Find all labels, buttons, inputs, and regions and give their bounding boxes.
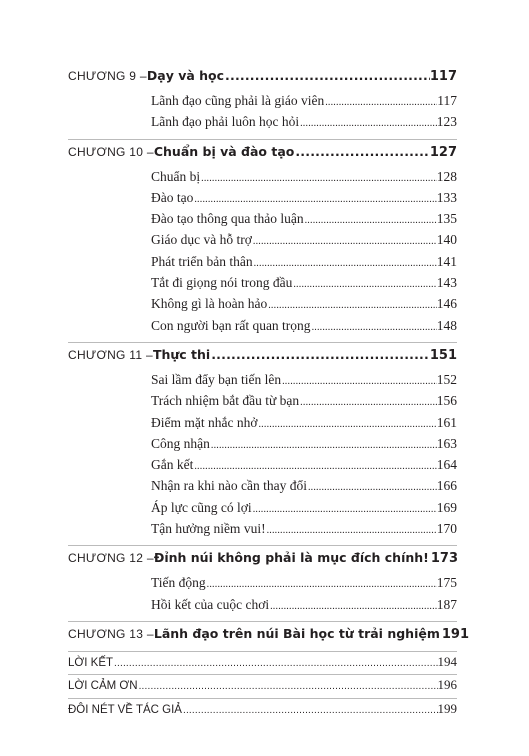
page-number: 141 xyxy=(436,253,457,269)
chapter-heading[interactable] xyxy=(68,545,457,575)
entry-title: Công nhận xyxy=(151,435,210,451)
entry-title: Giáo dục và hỗ trợ xyxy=(151,232,252,248)
entry-title: Chuẩn bị xyxy=(151,168,201,184)
entry-title: Phát triển bản thân xyxy=(151,253,253,269)
dot-leader xyxy=(281,376,437,387)
page-number: 191 xyxy=(441,626,469,642)
toc-entry[interactable] xyxy=(68,393,457,414)
page-number: 169 xyxy=(436,499,457,515)
chapter-number: CHƯƠNG 12 – xyxy=(68,551,154,566)
chapter-number: CHƯƠNG 13 – xyxy=(68,626,154,641)
page-number: 152 xyxy=(436,371,457,387)
page-number: 128 xyxy=(436,168,457,184)
entry-title: Nhận ra khi nào cần thay đổi xyxy=(151,478,307,494)
toc-entry[interactable] xyxy=(68,457,457,478)
entry-title: Sai lầm đẩy bạn tiến lên xyxy=(151,371,282,387)
page-number: 117 xyxy=(437,93,457,108)
toc-entry[interactable] xyxy=(68,318,457,339)
dot-leader xyxy=(266,525,437,536)
end-matter-entry[interactable] xyxy=(68,698,457,722)
page-number: 151 xyxy=(429,347,457,363)
dot-leader xyxy=(324,97,437,108)
chapter-title: Đỉnh núi không phải là mục đích chính! xyxy=(153,550,429,566)
entry-title: Gắn kết xyxy=(151,457,194,473)
toc-entry[interactable] xyxy=(68,232,457,253)
entry-title: Tận hưởng niềm vui! xyxy=(151,521,266,537)
toc-entry[interactable] xyxy=(68,597,457,618)
toc-entry[interactable] xyxy=(68,436,457,457)
dot-leader xyxy=(299,118,437,129)
entry-title: Hồi kết của cuộc chơi xyxy=(151,596,270,612)
chapter-title: Dạy và học xyxy=(146,68,225,83)
page-number: 175 xyxy=(436,575,457,591)
toc-entry[interactable] xyxy=(68,190,457,211)
page-number: 194 xyxy=(437,653,457,669)
toc-entry[interactable] xyxy=(68,296,457,317)
page-number: 123 xyxy=(436,114,457,130)
chapter-title: Lãnh đạo trên núi Bài học từ trải nghiệm xyxy=(153,625,440,641)
toc-entry[interactable] xyxy=(68,478,457,499)
toc-entry[interactable] xyxy=(68,575,457,596)
toc-entry[interactable] xyxy=(68,169,457,190)
toc-entry[interactable] xyxy=(68,114,457,135)
chapter-title: Chuẩn bị và đào tạo xyxy=(153,143,295,159)
toc-entry[interactable] xyxy=(68,211,457,232)
toc-entry[interactable] xyxy=(68,93,457,114)
end-matter-entry[interactable] xyxy=(68,651,457,675)
page-number: 127 xyxy=(429,144,457,160)
chapter-number: CHƯƠNG 10 – xyxy=(68,144,154,159)
chapter-heading[interactable] xyxy=(68,68,457,93)
page-number: 196 xyxy=(437,677,457,693)
page-number: 164 xyxy=(436,457,457,473)
toc-entry[interactable] xyxy=(68,254,457,275)
chapter-title: Thực thi xyxy=(152,346,211,362)
page-number: 143 xyxy=(436,275,457,291)
entry-title: Tắt đi giọng nói trong đầu xyxy=(151,275,293,291)
page-number: 135 xyxy=(436,211,457,227)
page-number: 166 xyxy=(436,478,457,494)
page-number: 187 xyxy=(436,596,457,612)
dot-leader xyxy=(193,461,436,472)
entry-title: LỜI KẾT xyxy=(68,656,114,669)
page-number: 170 xyxy=(436,521,457,537)
page-number: 156 xyxy=(436,393,457,409)
chapter-heading[interactable] xyxy=(68,342,457,372)
page-number: 173 xyxy=(430,551,458,567)
entry-title: Trách nhiệm bắt đầu từ bạn xyxy=(151,393,300,409)
dot-leader xyxy=(304,215,437,226)
page-number: 146 xyxy=(436,296,457,312)
toc-entry[interactable] xyxy=(68,415,457,436)
entry-title: Lãnh đạo phải luôn học hỏi xyxy=(151,114,300,130)
entry-title: Áp lực cũng có lợi xyxy=(151,499,252,515)
end-matter-entry[interactable] xyxy=(68,674,457,698)
entry-title: Lãnh đạo cũng phải là giáo viên xyxy=(151,93,325,108)
dot-leader xyxy=(210,440,437,451)
dot-leader xyxy=(257,419,436,430)
dot-leader xyxy=(299,397,437,408)
dot-leader xyxy=(200,173,437,184)
page-number: 148 xyxy=(436,317,457,333)
dot-leader xyxy=(224,68,430,83)
entry-title: Tiến động xyxy=(151,575,206,591)
dot-leader xyxy=(267,300,437,311)
page-number: 140 xyxy=(436,232,457,248)
chapter-heading[interactable] xyxy=(68,621,469,651)
entry-title: LỜI CẢM ƠN xyxy=(68,680,138,693)
chapter-number: CHƯƠNG 9 – xyxy=(68,69,147,83)
toc-entry[interactable] xyxy=(68,521,457,542)
table-of-contents xyxy=(68,68,469,721)
dot-leader xyxy=(294,144,430,159)
dot-leader xyxy=(206,579,437,590)
page-number: 161 xyxy=(436,414,457,430)
dot-leader xyxy=(113,658,437,669)
page-number: 133 xyxy=(436,189,457,205)
dot-leader xyxy=(311,322,437,333)
toc-entry[interactable] xyxy=(68,372,457,393)
dot-leader xyxy=(307,482,437,493)
entry-title: Điểm mặt nhắc nhở xyxy=(151,414,258,430)
dot-leader xyxy=(182,705,438,716)
entry-title: Không gì là hoàn hảo xyxy=(151,296,268,312)
dot-leader xyxy=(210,347,430,362)
dot-leader xyxy=(193,194,436,205)
dot-leader xyxy=(292,279,436,290)
dot-leader xyxy=(252,504,437,515)
dot-leader xyxy=(252,236,437,247)
entry-title: Đào tạo thông qua thảo luận xyxy=(151,211,304,227)
page-number: 117 xyxy=(429,69,457,84)
page-number: 199 xyxy=(437,700,457,716)
entry-title: ĐÔI NÉT VỀ TÁC GIẢ xyxy=(68,703,182,716)
toc-entry[interactable] xyxy=(68,275,457,296)
chapter-number: CHƯƠNG 11 – xyxy=(68,347,153,362)
toc-entry[interactable] xyxy=(68,500,457,521)
chapter-heading[interactable] xyxy=(68,139,457,169)
entry-title: Đào tạo xyxy=(151,189,194,205)
dot-leader xyxy=(253,258,437,269)
entry-title: Con người bạn rất quan trọng xyxy=(151,317,311,333)
dot-leader xyxy=(269,601,437,612)
dot-leader xyxy=(138,681,438,692)
page-number: 163 xyxy=(436,435,457,451)
